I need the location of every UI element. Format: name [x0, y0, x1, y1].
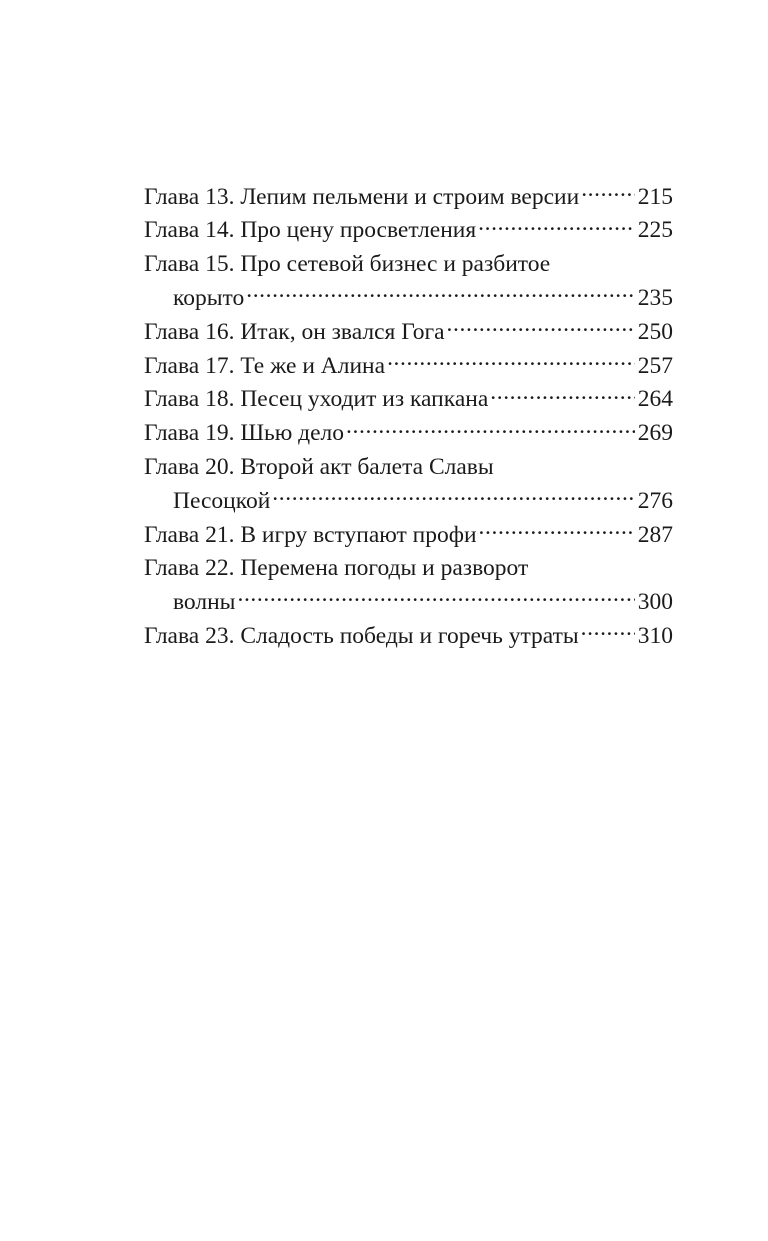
toc-entry-21[interactable]: [144, 518, 673, 552]
toc-entry-title-continued: Песоцкой: [173, 487, 271, 514]
toc-entry-19[interactable]: [144, 417, 673, 451]
toc-entry-title-continued: корыто: [173, 284, 245, 311]
toc-entry-title-continued: волны: [173, 588, 236, 615]
toc-entry-page: 225: [637, 217, 673, 244]
toc-entry-page: 257: [637, 352, 673, 379]
toc-entry-page: 287: [637, 521, 673, 548]
toc-entry-title: Глава 18. Песец уходит из капкана: [144, 386, 489, 413]
toc-entry-title: Глава 13. Лепим пельмени и строим версии: [144, 183, 580, 210]
dot-leader: [246, 281, 635, 305]
dot-leader: [478, 214, 635, 238]
toc-entry-page: 235: [637, 284, 673, 311]
toc-entry-page: 276: [637, 487, 673, 514]
toc-entry-13[interactable]: [144, 180, 673, 214]
dot-leader: [447, 315, 635, 339]
toc-entry-title: Глава 14. Про цену просветления: [144, 217, 477, 244]
toc-entry-title: Глава 21. В игру вступают профи: [144, 521, 477, 548]
toc-entry-title: Глава 15. Про сетевой бизнес и разбитое: [144, 250, 551, 277]
toc-entry-title: Глава 16. Итак, он звался Гога: [144, 318, 445, 345]
toc-entry-22[interactable]: [144, 552, 673, 619]
toc-entry-page: 264: [637, 386, 673, 413]
dot-leader: [272, 484, 634, 508]
toc-entry-title: Глава 20. Второй акт балета Славы: [144, 453, 494, 480]
dot-leader: [581, 180, 635, 204]
toc-entry-page: 250: [637, 318, 673, 345]
dot-leader: [479, 518, 635, 542]
dot-leader: [581, 619, 635, 643]
toc-entry-title: Глава 17. Те же и Алина: [144, 352, 386, 379]
toc-entry-page: 269: [637, 420, 673, 447]
toc-entry-18[interactable]: [144, 383, 673, 417]
table-of-contents: [144, 180, 673, 653]
toc-entry-14[interactable]: [144, 214, 673, 248]
toc-entry-page: 215: [637, 183, 673, 210]
toc-entry-23[interactable]: [144, 619, 673, 653]
dot-leader: [387, 349, 635, 373]
toc-entry-title: Глава 19. Шью дело: [144, 420, 345, 447]
toc-entry-title: Глава 22. Перемена погоды и разворот: [144, 554, 529, 581]
toc-entry-20[interactable]: [144, 451, 673, 518]
toc-entry-page: 310: [637, 622, 673, 649]
toc-entry-15[interactable]: [144, 248, 673, 315]
dot-leader: [346, 417, 635, 441]
dot-leader: [237, 585, 634, 609]
toc-entry-17[interactable]: [144, 349, 673, 383]
toc-entry-16[interactable]: [144, 315, 673, 349]
toc-entry-page: 300: [637, 588, 673, 615]
toc-entry-title: Глава 23. Сладость победы и горечь утраты: [144, 622, 579, 649]
dot-leader: [490, 383, 635, 407]
